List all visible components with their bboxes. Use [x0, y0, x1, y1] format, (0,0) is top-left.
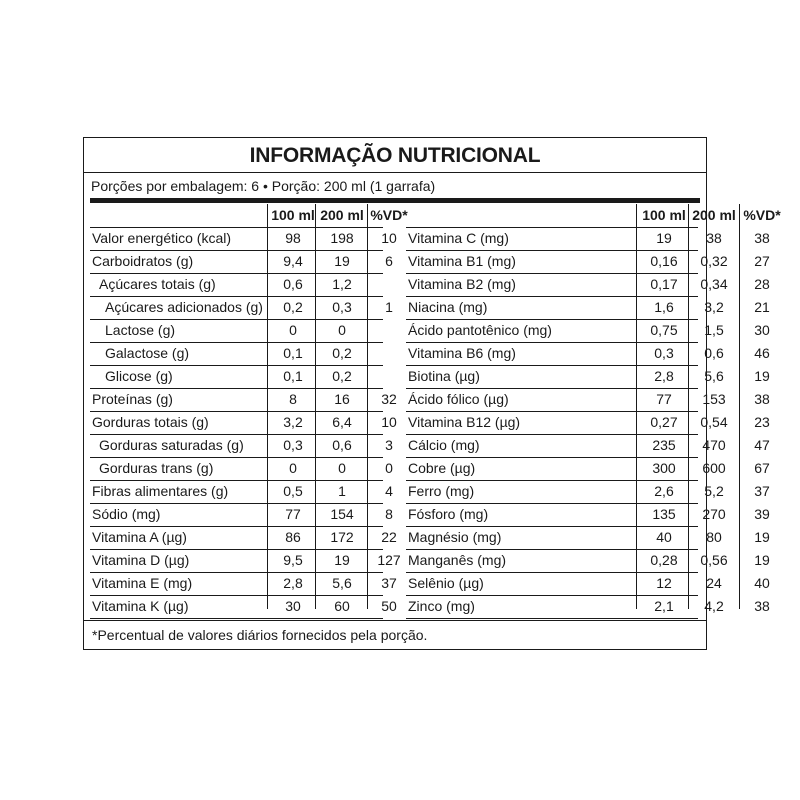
- value-200ml: 470: [702, 437, 726, 453]
- nutrient-name: Magnésio (mg): [408, 529, 502, 545]
- nutrient-name: Glicose (g): [105, 368, 173, 384]
- value-100ml: 0,16: [650, 253, 678, 269]
- value-vd: 40: [754, 575, 770, 591]
- value-200ml: 4,2: [704, 598, 724, 614]
- value-vd: 38: [754, 391, 770, 407]
- value-200ml: 600: [702, 460, 726, 476]
- value-100ml: 2,1: [654, 598, 674, 614]
- nutrient-name: Manganês (mg): [408, 552, 507, 568]
- nutrient-name: Açúcares totais (g): [99, 276, 216, 292]
- value-vd: 10: [381, 230, 397, 246]
- nutrient-name: Lactose (g): [105, 322, 176, 338]
- value-vd: 19: [754, 368, 770, 384]
- nutrient-name: Cálcio (mg): [408, 437, 480, 453]
- nutrient-name: Vitamina C (mg): [408, 230, 509, 246]
- value-100ml: 86: [285, 529, 301, 545]
- value-200ml: 0,6: [704, 345, 724, 361]
- value-vd: 22: [381, 529, 397, 545]
- table-row: [406, 526, 770, 549]
- value-vd: 67: [754, 460, 770, 476]
- value-100ml: 0,6: [283, 276, 303, 292]
- table-row: [90, 250, 393, 273]
- table-row: [90, 480, 393, 503]
- nutrient-name: Gorduras totais (g): [92, 414, 209, 430]
- value-200ml: 0,3: [332, 299, 352, 315]
- value-vd: 6: [385, 253, 393, 269]
- value-200ml: 172: [330, 529, 354, 545]
- table-row: [406, 503, 770, 526]
- serving-info: Porções por embalagem: 6 • Porção: 200 ml (1 garrafa): [91, 178, 436, 194]
- value-100ml: 0,75: [650, 322, 678, 338]
- table-row: [406, 342, 770, 365]
- value-vd: 30: [754, 322, 770, 338]
- value-200ml: 0: [338, 322, 346, 338]
- value-vd: 3: [385, 437, 393, 453]
- nutrient-name: Valor energético (kcal): [92, 230, 232, 246]
- value-vd: 50: [381, 598, 397, 614]
- nutrient-name: Fibras alimentares (g): [92, 483, 229, 499]
- table-row: [90, 227, 397, 250]
- value-100ml: 0,27: [650, 414, 678, 430]
- value-vd: 10: [381, 414, 397, 430]
- value-100ml: 0: [289, 322, 297, 338]
- nutrient-name: Cobre (µg): [408, 460, 476, 476]
- table-row: [90, 503, 393, 526]
- value-100ml: 135: [652, 506, 676, 522]
- nutrient-name: Vitamina A (µg): [92, 529, 187, 545]
- value-100ml: 0,28: [650, 552, 678, 568]
- value-vd: 39: [754, 506, 770, 522]
- table-row: [90, 549, 401, 572]
- value-100ml: 2,8: [654, 368, 674, 384]
- value-vd: 23: [754, 414, 770, 430]
- nutrition-label: [83, 137, 781, 650]
- title-divider: [84, 172, 706, 173]
- value-200ml: 6,4: [332, 414, 352, 430]
- value-100ml: 0,17: [650, 276, 678, 292]
- row-divider: [90, 618, 383, 619]
- nutrient-name: Ferro (mg): [408, 483, 475, 499]
- value-vd: 19: [754, 529, 770, 545]
- value-vd: 32: [381, 391, 397, 407]
- header-row: [406, 204, 781, 227]
- value-100ml: 1,6: [654, 299, 674, 315]
- table-row: [406, 250, 770, 273]
- value-200ml: 60: [334, 598, 350, 614]
- value-200ml: 19: [334, 253, 350, 269]
- table-row: [406, 273, 770, 296]
- value-200ml: 5,2: [704, 483, 724, 499]
- table-row: [90, 388, 397, 411]
- value-100ml: 77: [656, 391, 672, 407]
- footnote: *Percentual de valores diários fornecidos pela porção.: [92, 627, 428, 643]
- value-100ml: 98: [285, 230, 301, 246]
- col-100ml-header: 100 ml: [642, 207, 686, 223]
- value-vd: 37: [754, 483, 770, 499]
- table-row: [90, 296, 393, 319]
- nutrient-name: Gorduras saturadas (g): [99, 437, 244, 453]
- col-vd-header: %VD*: [743, 207, 781, 223]
- value-100ml: 235: [652, 437, 676, 453]
- table-row: [90, 319, 383, 342]
- table-row: [406, 227, 770, 250]
- value-100ml: 8: [289, 391, 297, 407]
- table-row: [90, 434, 393, 457]
- value-vd: 4: [385, 483, 393, 499]
- nutrient-name: Fósforo (mg): [408, 506, 489, 522]
- row-divider: [406, 618, 698, 619]
- nutrient-name: Vitamina D (µg): [92, 552, 190, 568]
- value-200ml: 3,2: [704, 299, 724, 315]
- table-row: [90, 595, 397, 618]
- value-vd: 27: [754, 253, 770, 269]
- value-200ml: 38: [706, 230, 722, 246]
- value-200ml: 24: [706, 575, 722, 591]
- value-200ml: 5,6: [704, 368, 724, 384]
- column-divider: [739, 204, 740, 609]
- value-100ml: 19: [656, 230, 672, 246]
- value-200ml: 1: [338, 483, 346, 499]
- table-row: [90, 342, 383, 365]
- thick-divider: [90, 198, 700, 203]
- value-100ml: 300: [652, 460, 676, 476]
- table-row: [406, 434, 770, 457]
- value-vd: 127: [377, 552, 401, 568]
- value-100ml: 30: [285, 598, 301, 614]
- value-vd: 28: [754, 276, 770, 292]
- nutrient-name: Açúcares adicionados (g): [105, 299, 263, 315]
- nutrient-name: Vitamina K (µg): [92, 598, 189, 614]
- nutrient-name: Vitamina B6 (mg): [408, 345, 516, 361]
- col-vd-header: %VD*: [370, 207, 408, 223]
- footnote-divider: [84, 620, 706, 621]
- value-100ml: 9,5: [283, 552, 303, 568]
- nutrient-name: Ácido pantotênico (mg): [408, 322, 552, 338]
- value-200ml: 19: [334, 552, 350, 568]
- value-100ml: 0,1: [283, 345, 303, 361]
- table-row: [406, 388, 770, 411]
- value-vd: 0: [385, 460, 393, 476]
- nutrient-name: Zinco (mg): [408, 598, 475, 614]
- value-vd: 1: [385, 299, 393, 315]
- value-100ml: 2,8: [283, 575, 303, 591]
- value-vd: 37: [381, 575, 397, 591]
- nutrient-name: Biotina (µg): [408, 368, 480, 384]
- value-200ml: 0,2: [332, 345, 352, 361]
- value-100ml: 12: [656, 575, 672, 591]
- value-200ml: 0,56: [700, 552, 728, 568]
- value-200ml: 0,34: [700, 276, 728, 292]
- value-vd: 46: [754, 345, 770, 361]
- value-100ml: 9,4: [283, 253, 303, 269]
- nutrient-name: Galactose (g): [105, 345, 190, 361]
- value-vd: 47: [754, 437, 770, 453]
- value-100ml: 0,5: [283, 483, 303, 499]
- value-200ml: 80: [706, 529, 722, 545]
- value-200ml: 0,32: [700, 253, 728, 269]
- nutrient-name: Vitamina B1 (mg): [408, 253, 516, 269]
- nutrient-name: Niacina (mg): [408, 299, 488, 315]
- table-row: [406, 480, 770, 503]
- col-200ml-header: 200 ml: [692, 207, 736, 223]
- value-vd: 19: [754, 552, 770, 568]
- value-vd: 8: [385, 506, 393, 522]
- nutrient-name: Proteínas (g): [92, 391, 173, 407]
- nutrient-name: Sódio (mg): [92, 506, 161, 522]
- value-200ml: 270: [702, 506, 726, 522]
- value-vd: 21: [754, 299, 770, 315]
- value-vd: 38: [754, 598, 770, 614]
- nutrient-name: Vitamina B12 (µg): [408, 414, 521, 430]
- table-row: [90, 365, 383, 388]
- value-100ml: 77: [285, 506, 301, 522]
- nutrient-name: Vitamina E (mg): [92, 575, 193, 591]
- table-row: [406, 296, 770, 319]
- value-100ml: 2,6: [654, 483, 674, 499]
- value-200ml: 153: [702, 391, 726, 407]
- table-row: [406, 411, 770, 434]
- value-vd: 38: [754, 230, 770, 246]
- nutrient-name: Carboidratos (g): [92, 253, 194, 269]
- value-100ml: 40: [656, 529, 672, 545]
- table-row: [406, 365, 770, 388]
- value-100ml: 0,3: [654, 345, 674, 361]
- value-200ml: 0,6: [332, 437, 352, 453]
- table-row: [406, 572, 770, 595]
- value-100ml: 0,3: [283, 437, 303, 453]
- nutrient-name: Selênio (µg): [408, 575, 484, 591]
- col-100ml-header: 100 ml: [271, 207, 315, 223]
- nutrient-name: Ácido fólico (µg): [408, 391, 509, 407]
- nutrient-name: Vitamina B2 (mg): [408, 276, 516, 292]
- value-200ml: 0,2: [332, 368, 352, 384]
- table-row: [406, 319, 770, 342]
- table-row: [406, 457, 770, 480]
- table-row: [90, 457, 393, 480]
- value-200ml: 16: [334, 391, 350, 407]
- label-title: INFORMAÇÃO NUTRICIONAL: [249, 144, 541, 167]
- value-200ml: 0,54: [700, 414, 728, 430]
- value-200ml: 198: [330, 230, 354, 246]
- value-200ml: 5,6: [332, 575, 352, 591]
- header-row: [90, 204, 408, 227]
- value-200ml: 1,2: [332, 276, 352, 292]
- value-100ml: 0,1: [283, 368, 303, 384]
- value-100ml: 3,2: [283, 414, 303, 430]
- table-row: [90, 526, 397, 549]
- table-row: [406, 549, 770, 572]
- col-200ml-header: 200 ml: [320, 207, 364, 223]
- value-100ml: 0,2: [283, 299, 303, 315]
- table-row: [406, 595, 770, 618]
- value-200ml: 0: [338, 460, 346, 476]
- value-100ml: 0: [289, 460, 297, 476]
- value-200ml: 154: [330, 506, 354, 522]
- table-row: [90, 273, 383, 296]
- table-row: [90, 411, 397, 434]
- value-200ml: 1,5: [704, 322, 724, 338]
- table-row: [90, 572, 397, 595]
- nutrient-name: Gorduras trans (g): [99, 460, 214, 476]
